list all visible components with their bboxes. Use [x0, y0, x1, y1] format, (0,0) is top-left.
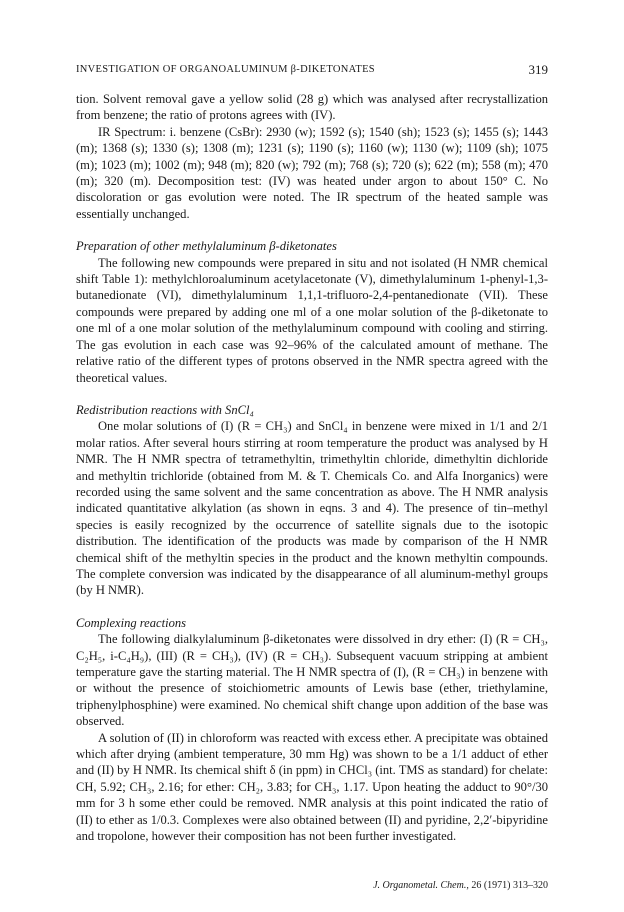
paragraph-redistribution: One molar solutions of (I) (R = CH₃) and SnCl₄ in benzene were mixed in 1/1 and 2/1 molar ratios. After several hours stirring at room temperature the product was analysed by H NMR. The H NMR spectra of tetramethyltin, trimethyltin chloride, dimethyltin dichloride and methyltin trichloride (obtained from M. & T. Chemicals Co. and Alfa Inorganics) were recorded using the same solvent and the same concentration as above. The H NMR analysis indicated quantitative alkylation (as shown in eqns. 3 and 4). The presence of tin–methyl species is easily recognized by the occurrence of satellite signals due to the isotopic distribution. The identification of the products was made by comparison of the H NMR chemical shift of the methyltin species in the product and the known methyltin compounds. The complete conversion was indicated by the disappearance of all aluminum-methyl groups (by H NMR).: [76, 419, 548, 598]
paragraph-preparation: The following new compounds were prepared in situ and not isolated (H NMR chemical shift Table 1): methylchloroaluminum acetylacetonate (V), dimethylaluminum 1-phenyl-1,3-butanedionate (VI), dimethylaluminum 1,1,1-trifluoro-2,4-pentanedionate (VII). These compounds were prepared by adding one ml of a one molar solution of the β-diketonate to one ml of a one molar solution of the methylaluminum compound with cooling and stirring. The gas evolution in each case was 92–96% of the calculated amount of methane. The relative ratio of the different types of protons observed in the NMR spectra agreed with the theoretical values.: [76, 255, 548, 385]
section-heading-complexing: Complexing reactions: [76, 615, 186, 630]
journal-name: J. Organometal. Chem.,: [373, 880, 469, 891]
section-heading-redistribution: Redistribution reactions with SnCl₄: [76, 402, 254, 417]
running-head: INVESTIGATION OF ORGANOALUMINUM β-DIKETONATES: [76, 64, 375, 75]
article-body: [76, 91, 548, 844]
page-number: 319: [528, 62, 548, 77]
section-heading-preparation: Preparation of other methylaluminum β-diketonates: [76, 239, 337, 254]
paragraph-complexing-1: The following dialkylaluminum β-diketonates were dissolved in dry ether: (I) (R = CH₃, C₂H₅, i-C₄H₉), (III) (R = CH₃), (IV) (R = CH₃). Subsequent vacuum stripping at ambient temperature gave the starting material. The H NMR spectra of (I), (R = CH₃) in benzene with or without the presence of stoichiometric amounts of Lewis base (ether, triethylamine, triphenylphosphine) were examined. No chemical shift change upon addition of the base was observed.: [76, 632, 548, 729]
paragraph-complexing-2: A solution of (II) in chloroform was reacted with excess ether. A precipitate was obtained which after drying (ambient temperature, 30 mm Hg) was shown to be a 1/1 adduct of ether and (II) by H NMR. Its chemical shift δ (in ppm) in CHCl₃ (int. TMS as standard) for chelate: CH, 5.92; CH₃, 2.16; for ether: CH₂, 3.83; for CH₃, 1.17. Upon heating the adduct to 90°/30 mm for 3 h some ether could be removed. NMR analysis at this point indicated the ratio of (II) to ether as 1/0.3. Complexes were also obtained between (II) and pyridine, 2,2′-bipyridine and tropolone, however their composition has not been further investigated.: [76, 730, 548, 844]
journal-volume: 26 (1971) 313–320: [471, 880, 548, 891]
paragraph-ir-spectrum: IR Spectrum: i. benzene (CsBr): 2930 (w); 1592 (s); 1540 (sh); 1523 (s); 1455 (s); 1443 (m); 1368 (s); 1330 (s); 1308 (m); 1231 (s); 1190 (s); 1160 (w); 1130 (w); 1109 (sh); 1075 (m); 1023 (m); 1002 (m); 948 (m); 820 (w); 792 (m); 768 (s); 720 (s); 622 (m); 558 (m); 470 (m); 320 (m). Decomposition test: (IV) was heated under argon to about 150° C. No discoloration or gas evolution were noted. The IR spectrum of the heated sample was essentially unchanged.: [76, 124, 548, 221]
journal-citation: [310, 880, 548, 891]
paragraph-recrystallization: tion. Solvent removal gave a yellow solid (28 g) which was analysed after recrystallization from benzene; the ratio of protons agrees with (IV).: [76, 92, 548, 123]
